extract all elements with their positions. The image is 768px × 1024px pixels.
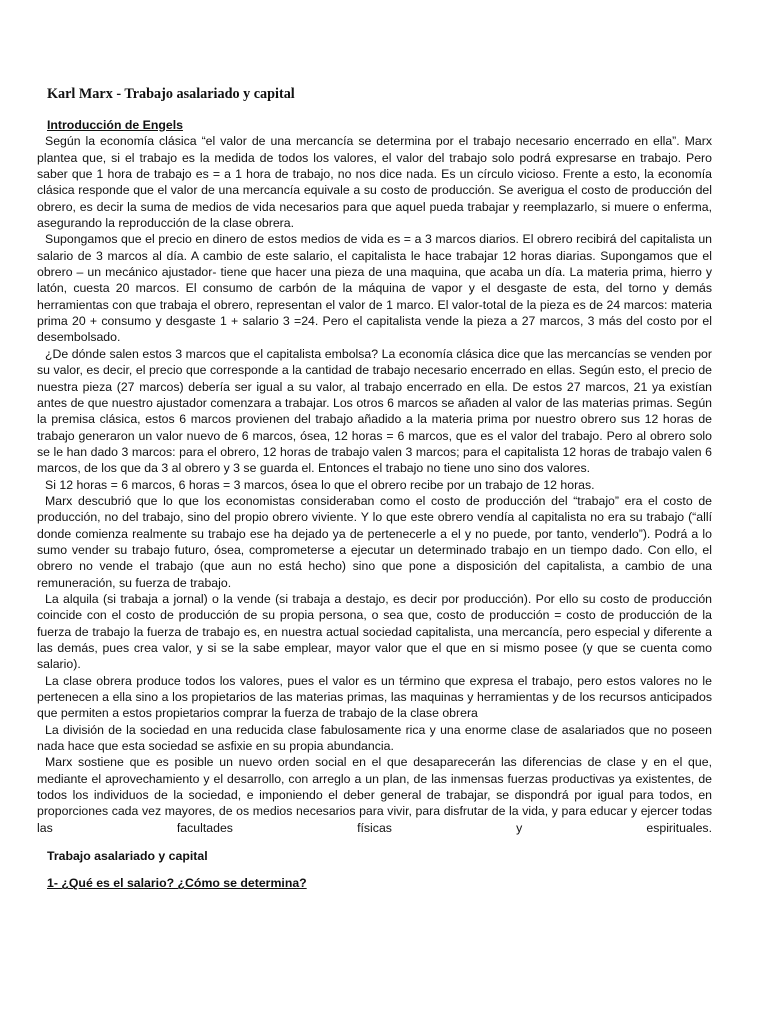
paragraph-doce-horas: Si 12 horas = 6 marcos, 6 horas = 3 marcos, ósea lo que el obrero recibe por un trabajo de 12 horas. bbox=[45, 477, 595, 492]
document-page bbox=[37, 84, 712, 892]
paragraph-valor-mercancia: Según la economía clásica “el valor de una mercancía se determina por el trabajo necesario encerrado en ella”. Marx plantea que, si el trabajo es la medida de todos los valores, el valor del trabajo solo podrá expresarse en trabajo. Pero saber que 1 hora de trabajo es = a 1 hora de trabajo, no nos dice nada. Es un círculo vicioso. Frente a esto, la economía clásica responde que el valor de una mercancía equivale a su costo de producción. Se averigua el costo de producción del obrero, es decir la suma de medios de vida necesarios para que aquel pueda trabajar y reemplazarlo, si muere o enferma, asegurando la reproducción de la clase obrera. bbox=[37, 134, 712, 231]
paragraph-clase-obrera: La clase obrera produce todos los valores, pues el valor es un término que expresa el trabajo, pero estos valores no le pertenecen a ella sino a los propietarios de las materias primas, las maquinas y herramientas y de los recursos anticipados que permiten a estos propietarios comprar la fuerza de trabajo de la clase obrera bbox=[37, 673, 712, 721]
paragraph-division-sociedad: La división de la sociedad en una reducida clase fabulosamente rica y una enorme clase de asalariados que no poseen nada hace que esta sociedad se asfixie en su propia abundancia. bbox=[37, 722, 712, 754]
paragraph-alquila-o-vende: La alquila (si trabaja a jornal) o la vende (si trabaja a destajo, es decir por producción). Por ello su costo de producción coincide con el costo de producción de su propia persona, o sea que, costo de producción = costo de producción de la fuerza de trabajo la fuerza de trabajo es, en nuestra actual sociedad capitalista, una mercancía, pero especial y diferente a las demás, pues crea valor, y si se la sabe emplear, mayor valor que el que en si mismo posee (y que se cuenta como salario). bbox=[37, 591, 712, 672]
paragraph-precio-medios-vida: Supongamos que el precio en dinero de estos medios de vida es = a 3 marcos diarios. El obrero recibirá del capitalista un salario de 3 marcos al día. A cambio de este salario, el capitalista le hace trabajar 12 horas diarias. Supongamos que el obrero – un mecánico ajustador- tiene que hacer una pieza de una maquina, que acaba un día. La materia prima, hierro y latón, cuesta 20 marcos. El consumo de carbón de la máquina de vapor y el desgaste de esta, del torno y demás herramientas con que trabaja el obrero, representan el valor de 1 marco. El valor-total de la pieza es de 24 marcos: materia prima 20 + consumo y desgaste 1 + salario 3 =24. Pero el capitalista vende la pieza a 27 marcos, 3 más del costo por el desembolsado. bbox=[37, 232, 712, 345]
document-title: Karl Marx - Trabajo asalariado y capital bbox=[47, 86, 295, 102]
intro-heading: Introducción de Engels bbox=[47, 118, 183, 132]
section-heading: Trabajo asalariado y capital bbox=[47, 849, 208, 864]
paragraph-origen-tres-marcos: ¿De dónde salen estos 3 marcos que el capitalista embolsa? La economía clásica dice que las mercancías se venden por su valor, es decir, el precio que corresponde a la cantidad de trabajo necesario encerrado en ellas. Según esto, el precio de nuestra pieza (27 marcos) debería ser igual a su valor, al trabajo encerrado en ella. De estos 27 marcos, 21 ya existían antes de que nuestro ajustador comenzara a trabajar. Los otros 6 marcos se añaden al valor de las materias primas. Según la premisa clásica, estos 6 marcos provienen del trabajo añadido a la materia prima por nuestro obrero sus 12 horas de trabajo generaron un valor nuevo de 6 marcos, ósea, 12 horas = 6 marcos, que es el valor del trabajo. Pero al obrero solo se le han dado 3 marcos: para el obrero, 12 horas de trabajo valen 3 marcos; para el capitalista 12 horas de trabajo valen 6 marcos, de los que da 3 al obrero y 3 se guarda el. Entonces el trabajo no tiene uno sino dos valores. bbox=[37, 346, 712, 476]
paragraph-nuevo-orden-social: Marx sostiene que es posible un nuevo orden social en el que desaparecerán las diferencias de clase y en el que, mediante el aprovechamiento y el desarrollo, con arreglo a un plan, de las inmensas fuerzas productivas ya existentes, de todos los individuos de la sociedad, e imponiendo el deber general de trabajar, se dispondrá por igual para todos, en proporciones cada vez mayores, de os medios necesarios para vivir, para disfrutar de la vida, y para educar y ejercer todas las facultades físicas y espirituales. bbox=[37, 755, 712, 835]
paragraph-fuerza-de-trabajo: Marx descubrió que lo que los economistas consideraban como el costo de producción del “trabajo” era el costo de producción, no del trabajo, sino del propio obrero viviente. Y lo que este obrero vendía al capitalista no era su trabajo (“allí donde comienza realmente su trabajo ese ha dejado ya de pertenecerle a el y no puede, por tanto, venderlo”). Podrá a lo sumo vender su trabajo futuro, ósea, comprometerse a ejecutar un determinado trabajo en un tiempo dado. Con ello, el obrero no vende el trabajo (que aun no está hecho) sino que pone a disposición del capitalista, a cambio de una remuneración, su fuerza de trabajo. bbox=[37, 493, 712, 590]
question-heading: 1- ¿Qué es el salario? ¿Cómo se determina? bbox=[47, 876, 307, 891]
